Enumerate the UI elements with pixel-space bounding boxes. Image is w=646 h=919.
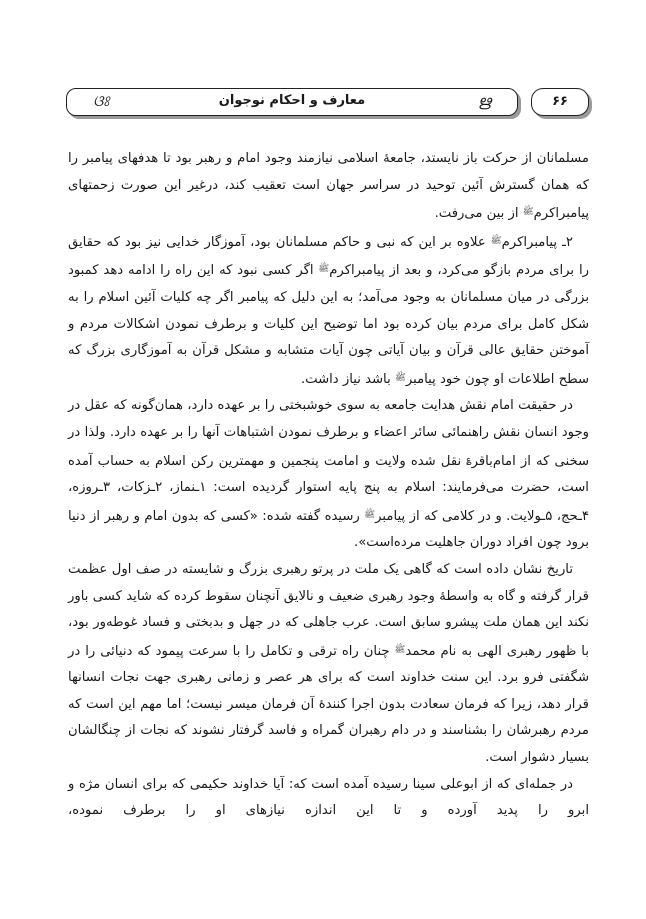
honorific-icon: ﷺ: [394, 644, 406, 655]
honorific-imam-icon: ؏: [466, 454, 472, 465]
paragraph-text: رسیده گفته شده: «کسی که بدون امام و رهبر از دنیا برود چون افراد دوران جاهلیت مرده‌است».: [68, 508, 589, 551]
running-title-box: [66, 88, 518, 116]
paragraph-3: [68, 393, 589, 557]
paragraph-text: نقل شده ولایت و امامت پنجمین و مهمترین رکن اسلام به حساب آمده است، حضرت می‌فرمایند: اسلام به پنج پایه استوار گردیده است: ۱ـنماز، ۲ـزکات، ۳ـروزه، ۴ـحج، ۵ـولایت. و در کلامی که از پیامبر: [68, 453, 589, 524]
ornament-right-icon: ഋ: [478, 92, 491, 110]
paragraph-text: علاوه بر این که نبی و حاکم مسلمانان بود، آموزگار خدایی نیز بود که حقایق را برای مردم بازگو می‌کرد، و بعد از پیامبراکرم: [68, 234, 589, 279]
ornament-left-icon: ଓଃ: [93, 92, 110, 110]
paragraph-2: [68, 228, 589, 394]
paragraph-text: تاریخ نشان داده است که گاهی یک ملت در پرتو رهبری بزرگ و شایسته در صف اول عظمت قرار گرفته و گاه به واسطهٔ وجود رهبری ضعیف و نالایق آنچنان سقوط کرده که شاید کسی باور نکند این همان ملت پیشرو سابق است. عرب جاهلی که در جهل و بدبختی و فساد غوطه‌ور بود، با ظهور رهبری الهی به نام محمد: [68, 561, 589, 659]
paragraph-text: از بین می‌رفت.: [434, 206, 523, 222]
paragraph-text: در حقیقت امام نقش هدایت جامعه به سوی خوشبختی را بر عهده دارد، همان‌گونه که عقل در وجود انسان نقش راهنمائی سائر اعضاء و برطرف نمودن اشتباهات آنها را بر عهده دارد. ولذا در سخنی که از امام‌باقر: [68, 398, 590, 469]
honorific-icon: ﷺ: [490, 235, 502, 246]
paragraph-1: [68, 146, 589, 228]
honorific-icon: ﷺ: [364, 509, 376, 520]
paragraph-text: باشد نیاز داشت.: [300, 371, 395, 387]
paragraph-text: مسلمانان از حرکت باز نایستد، جامعهٔ اسلامی نیازمند وجود امام و رهبر بود تا هدفهای پیامبر را که همان گسترش آئین توحید در سراسر جهان است تعقیب کند، درغیر این صورت زحمتهای پیامبراکرم: [68, 151, 589, 222]
paragraph-text: اگر کسی نبود که این راه را ادامه دهد کمبود بزرگی در میان مسلمانان به وجود می‌آمد؛ به این دلیل که پیامبر اگر چه کلیات آئین اسلام را به شکل کامل برای مردم بیان کرده بود اما توضیح این کلیات و برطرف نمودن اشکالات مردم و آموختن حقایق عالی قرآن و بیان آیاتی چون آیات متشابه و مشکل قرآن به آموزگاری بزرگ که سطح اطلاعات او چون خود پیامبر: [68, 263, 589, 387]
page-header: [66, 88, 589, 122]
paragraph-text: چنان راه ترقی و تکامل را با سرعت پیمود که دنیائی را در شگفتی فرو برد. این سنت خداوند است که برای هر عصر و زمانی رهبری جهت نجات انسانها قرار دهد، زیرا که فرمان سعادت بدون اجرا کنندهٔ آن فرمان میسر نیست؛ اما مهم این است که مردم رهبرشان را بشناسند و در دام رهبران گمراه و فاسد گرفتار نشوند که نجات از چنگالشان بسیار دشوار است.: [68, 643, 589, 766]
honorific-icon: ﷺ: [522, 207, 534, 218]
paragraph-text: ۲ـ پیامبراکرم: [501, 234, 573, 250]
body-text: [68, 146, 589, 825]
paragraph-5: [68, 772, 589, 825]
honorific-icon: ﷺ: [394, 372, 406, 383]
honorific-icon: ﷺ: [318, 264, 330, 275]
running-title: معارف و احکام نوجوان: [218, 93, 366, 108]
paragraph-text: در جمله‌ای که از ابوعلی سینا رسیده آمده است که: آیا خداوند حکیمی که برای انسان مژه و ابرو را پدید آورده و تا این اندازه نیازهای او را برطرف نموده،: [68, 776, 589, 819]
page-number: ۶۶: [531, 88, 589, 116]
paragraph-4: [68, 557, 589, 772]
